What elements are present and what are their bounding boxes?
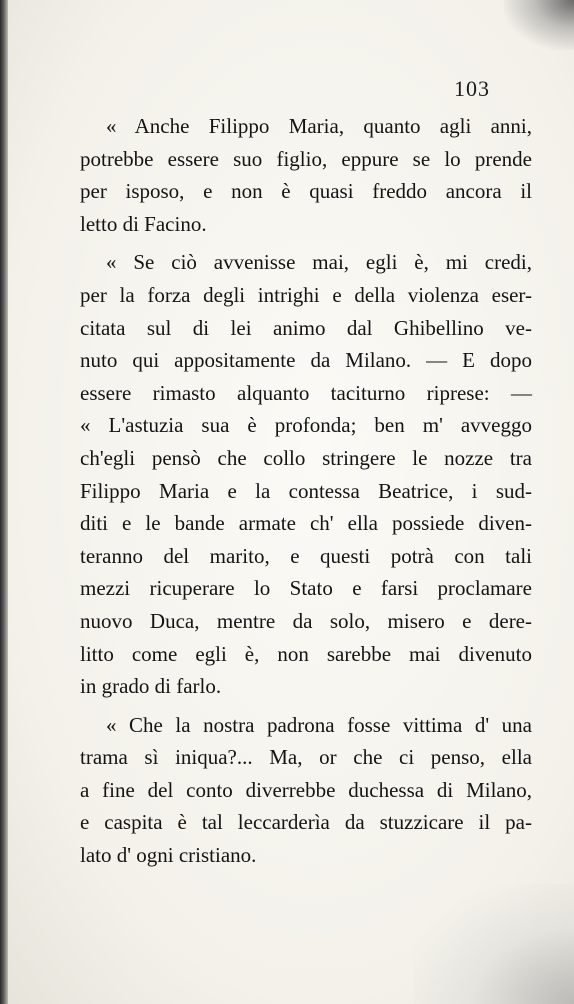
text-line: trama sì iniqua?... Ma, or che ci penso, ella xyxy=(80,745,532,770)
scan-shadow-bottom xyxy=(414,884,574,1004)
text-line: nuovo Duca, mentre da solo, misero e dere- xyxy=(80,608,532,633)
text-line: potrebbe essere suo figlio, eppure se lo prende xyxy=(80,146,532,171)
text-line: « Che la nostra padrona fosse vittima d' una xyxy=(106,712,532,737)
text-line: citata sul di lei animo dal Ghibellino ve- xyxy=(80,315,532,340)
scan-shadow-top xyxy=(504,0,574,50)
text-line: letto di Facino. xyxy=(80,211,207,236)
text-line: ch'egli pensò che collo stringere le nozze tra xyxy=(80,445,532,470)
text-line: a fine del conto diverrebbe duchessa di Milano, xyxy=(80,777,532,802)
page-binding-edge xyxy=(0,0,8,1004)
text-line: « Anche Filippo Maria, quanto agli anni, xyxy=(106,114,532,138)
text-line: diti e le bande armate ch' ella possiede diven- xyxy=(80,511,532,536)
text-line: « L'astuzia sua è profonda; ben m' avveggo xyxy=(80,413,532,438)
text-line: in grado di farlo. xyxy=(80,674,222,699)
text-line: nuto qui appositamente da Milano. — E dopo xyxy=(80,348,532,373)
text-line: litto come egli è, non sarebbe mai divenuto xyxy=(80,641,532,666)
text-line: per isposo, e non è quasi freddo ancora il xyxy=(80,179,532,204)
text-line: lato d' ogni cristiano. xyxy=(80,843,257,868)
text-line: mezzi ricuperare lo Stato e farsi proclamare xyxy=(80,576,532,601)
text-line: essere rimasto alquanto taciturno riprese: — xyxy=(80,380,532,405)
text-line: Filippo Maria e la contessa Beatrice, i sud- xyxy=(80,478,532,503)
text-line: « Se ciò avvenisse mai, egli è, mi credi, xyxy=(106,250,532,275)
body-text xyxy=(80,110,532,872)
page-number: 103 xyxy=(454,76,490,101)
text-line: per la forza degli intrighi e della violenza eser- xyxy=(80,282,532,307)
text-line: e caspita è tal leccarderìa da stuzzicare il pa- xyxy=(80,810,532,835)
text-line: teranno del marito, e questi potrà con tali xyxy=(80,543,532,568)
